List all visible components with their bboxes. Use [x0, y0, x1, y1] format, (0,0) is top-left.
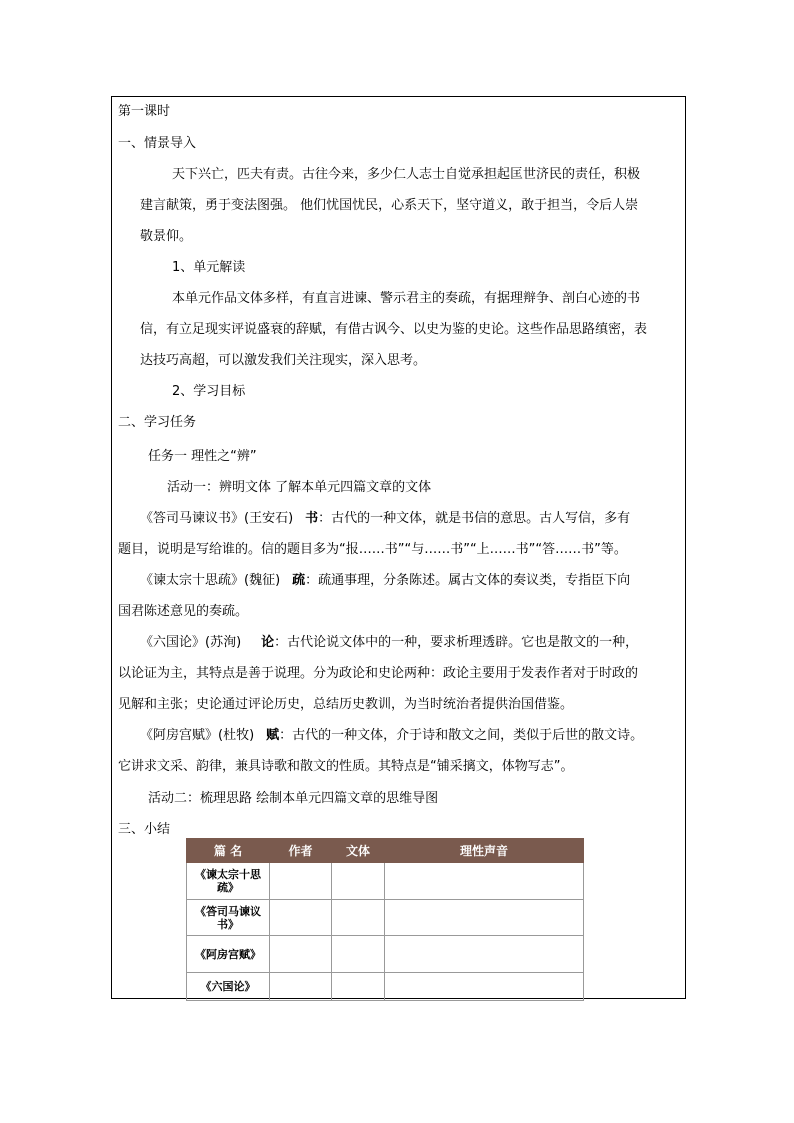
activity-1: 活动一：辨明文体 了解本单元四篇文章的文体 — [167, 480, 432, 495]
work-line — [140, 572, 630, 590]
genre-cell — [332, 936, 385, 973]
voice-cell — [385, 863, 584, 900]
header-genre: 文体 — [332, 839, 385, 863]
work-line — [140, 634, 638, 652]
author-cell — [270, 900, 332, 936]
lesson-title: 第一课时 — [118, 104, 171, 119]
table-row — [187, 936, 584, 973]
task-1: 任务一 理性之“辨” — [148, 449, 257, 464]
row-title: 《阿房宫赋》 — [187, 936, 270, 973]
genre-desc: ：古代的一种文体，介于诗和散文之间，类似于后世的散文诗。 — [279, 728, 644, 743]
work-title: 《阿房宫赋》(杜牧) — [140, 728, 255, 743]
genre-desc-cont: 见解和主张；史论通过评论历史，总结历史教训，为当时统治者提供治国借鉴。 — [118, 697, 574, 712]
genre-desc-cont: 题目，说明是写给谁的。信的题目多为“报……书”“与……书”“上……书”“答……书”等。 — [118, 542, 627, 557]
goals-heading: 2、学习目标 — [172, 384, 246, 399]
author-cell — [270, 973, 332, 1001]
genre-desc-cont: 以论证为主，其特点是善于说理。分为政论和史论两种：政论主要用于发表作者对于时政的 — [118, 666, 639, 681]
row-title: 《六国论》 — [187, 973, 270, 1001]
voice-cell — [385, 936, 584, 973]
work-line — [140, 510, 630, 528]
header-author: 作者 — [270, 839, 332, 863]
genre-cell — [332, 863, 385, 900]
unit-reading-line-2: 信，有立足现实评说盛衰的辞赋，有借古讽今、以史为鉴的史论。这些作品思路缜密，表 — [140, 322, 648, 337]
row-title: 《答司马谏议书》 — [187, 900, 270, 936]
header-title: 篇 名 — [187, 839, 270, 863]
activity-2: 活动二：梳理思路 绘制本单元四篇文章的思维导图 — [148, 791, 439, 806]
genre-desc: ：古代的一种文体，就是书信的意思。古人写信，多有 — [318, 511, 631, 526]
table-row — [187, 973, 584, 1001]
table-row — [187, 900, 584, 936]
voice-cell — [385, 900, 584, 936]
genre-desc: ：古代论说文体中的一种，要求析理透辟。它也是散文的一种， — [274, 635, 639, 650]
intro-line-2: 建言献策，勇于变法图强。 他们忧国忧民，心系天下，坚守道义，敢于担当，令后人崇 — [140, 198, 639, 213]
genre-cell — [332, 900, 385, 936]
work-title: 《六国论》(苏洵) — [140, 635, 242, 650]
work-title: 《答司马谏议书》(王安石) — [140, 511, 294, 526]
table-row — [187, 863, 584, 900]
summary-table — [186, 838, 584, 1001]
intro-line-3: 敬景仰。 — [140, 229, 193, 244]
genre-desc-cont: 国君陈述意见的奏疏。 — [118, 604, 249, 619]
intro-line-1: 天下兴亡，匹夫有责。古往今来，多少仁人志士自觉承担起匡世济民的责任，积极 — [172, 167, 641, 182]
genre-term: 赋 — [266, 728, 280, 743]
section-heading-intro: 一、情景导入 — [118, 136, 197, 151]
voice-cell — [385, 973, 584, 1001]
genre-term: 疏 — [292, 573, 306, 588]
author-cell — [270, 936, 332, 973]
genre-desc: ：疏通事理，分条陈述。属古文体的奏议类，专指臣下向 — [305, 573, 631, 588]
section-heading-tasks: 二、学习任务 — [118, 415, 197, 430]
row-title: 《谏太宗十思疏》 — [187, 863, 270, 900]
genre-term: 论 — [261, 635, 275, 650]
work-line — [140, 727, 643, 745]
unit-reading-line-3: 达技巧高超，可以激发我们关注现实，深入思考。 — [140, 353, 427, 368]
genre-desc-cont: 它讲求文采、韵律，兼具诗歌和散文的性质。其特点是“铺采摛文，体物写志”。 — [118, 759, 574, 774]
section-heading-summary: 三、小结 — [118, 822, 171, 837]
work-title: 《谏太宗十思疏》(魏征) — [140, 573, 281, 588]
unit-reading-heading: 1、单元解读 — [172, 260, 246, 275]
unit-reading-line-1: 本单元作品文体多样，有直言进谏、警示君主的奏疏，有据理辩争、剖白心迹的书 — [172, 291, 641, 306]
genre-cell — [332, 973, 385, 1001]
table-header-row — [187, 839, 584, 863]
header-rational-voice: 理性声音 — [385, 839, 584, 863]
genre-term: 书 — [305, 511, 319, 526]
author-cell — [270, 863, 332, 900]
